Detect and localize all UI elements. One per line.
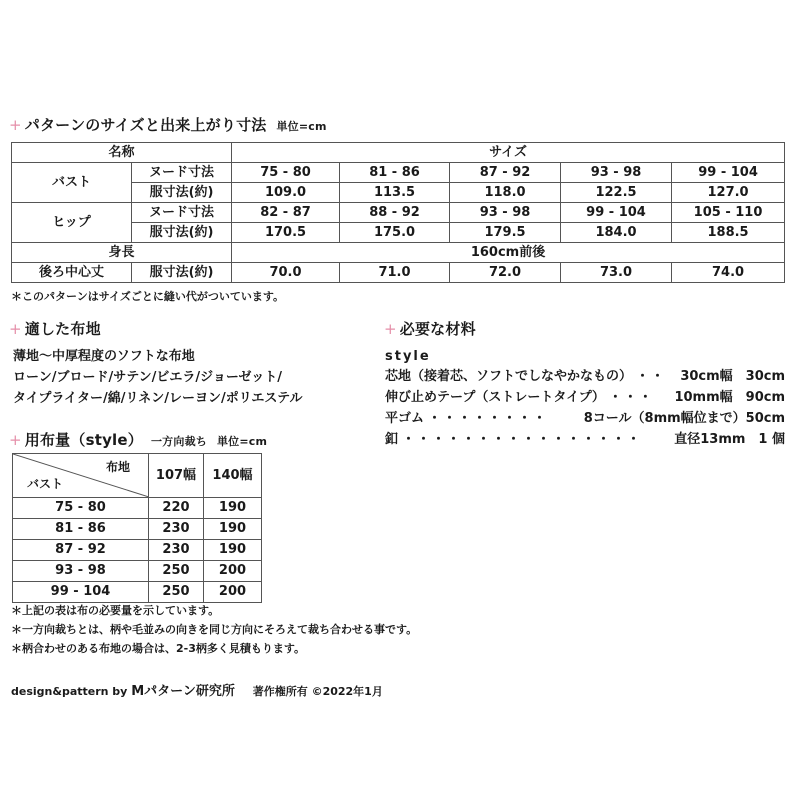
material-dots: ・・・ bbox=[608, 390, 654, 405]
material-item bbox=[385, 388, 785, 409]
plus-icon: + bbox=[9, 116, 22, 134]
size-section-title: + パターンのサイズと出来上がり寸法 単位=cm bbox=[9, 116, 327, 134]
size-note: ＊このパターンはサイズごとに縫い代がついています。 bbox=[11, 290, 285, 303]
row-107: 250 bbox=[149, 582, 204, 603]
bust-garment-label: 服寸法(約) bbox=[132, 183, 232, 203]
back-length-cell: 72.0 bbox=[450, 263, 561, 283]
row-size: 87 - 92 bbox=[13, 540, 149, 561]
table-row bbox=[13, 498, 262, 519]
hip-garment-cell: 175.0 bbox=[340, 223, 450, 243]
hip-garment-cell: 184.0 bbox=[561, 223, 672, 243]
row-107: 250 bbox=[149, 561, 204, 582]
hip-garment-cell: 188.5 bbox=[672, 223, 785, 243]
height-value: 160cm前後 bbox=[232, 243, 785, 263]
material-dots: ・・・・・・・・・・・・・・・・ bbox=[402, 432, 643, 447]
material-name: 伸び止めテープ（ストレートタイプ） bbox=[385, 390, 605, 405]
bust-garment-cell: 118.0 bbox=[450, 183, 561, 203]
plus-icon: + bbox=[9, 320, 22, 338]
header-name: 名称 bbox=[12, 143, 232, 163]
row-107: 230 bbox=[149, 540, 204, 561]
row-size: 75 - 80 bbox=[13, 498, 149, 519]
plus-icon: + bbox=[9, 431, 22, 449]
row-size: 99 - 104 bbox=[13, 582, 149, 603]
bust-nude-cell: 93 - 98 bbox=[561, 163, 672, 183]
row-140: 200 bbox=[204, 561, 262, 582]
table-row bbox=[13, 519, 262, 540]
material-item bbox=[385, 367, 785, 388]
table-row bbox=[13, 540, 262, 561]
corner-fabric-label: 布地 bbox=[105, 460, 130, 474]
bust-garment-cell: 127.0 bbox=[672, 183, 785, 203]
material-item bbox=[385, 430, 785, 451]
back-length-cell: 71.0 bbox=[340, 263, 450, 283]
bust-garment-cell: 109.0 bbox=[232, 183, 340, 203]
fabric-section-title: + 適した布地 bbox=[9, 320, 101, 338]
yardage-note: ＊上記の表は布の必要量を示しています。 bbox=[11, 604, 220, 617]
hip-garment-label: 服寸法(約) bbox=[132, 223, 232, 243]
row-140: 190 bbox=[204, 498, 262, 519]
column-header-140: 140幅 bbox=[204, 454, 262, 498]
back-length-cell: 73.0 bbox=[561, 263, 672, 283]
footer-brand: Mパターン研究所 bbox=[131, 684, 235, 699]
table-row bbox=[13, 582, 262, 603]
back-length-label: 後ろ中心丈 bbox=[12, 263, 132, 283]
footer-credit: design&pattern by bbox=[11, 685, 128, 698]
back-length-cell: 70.0 bbox=[232, 263, 340, 283]
back-length-cell: 74.0 bbox=[672, 263, 785, 283]
hip-nude-cell: 93 - 98 bbox=[450, 203, 561, 223]
fabric-line: ローン/ブロード/サテン/ビエラ/ジョーゼット/ bbox=[13, 370, 283, 385]
material-item bbox=[385, 409, 785, 430]
header-size: サイズ bbox=[232, 143, 785, 163]
plus-icon: + bbox=[384, 320, 397, 338]
materials-list bbox=[385, 367, 785, 451]
bust-garment-cell: 122.5 bbox=[561, 183, 672, 203]
bust-nude-cell: 75 - 80 bbox=[232, 163, 340, 183]
yardage-table bbox=[12, 453, 262, 603]
size-table bbox=[11, 142, 785, 283]
yardage-section-title: + 用布量（style） 一方向裁ち 単位=cm bbox=[9, 431, 268, 449]
bust-nude-cell: 87 - 92 bbox=[450, 163, 561, 183]
material-dots: ・・ bbox=[636, 369, 667, 384]
corner-bust-label: バスト bbox=[27, 477, 64, 491]
row-140: 190 bbox=[204, 519, 262, 540]
row-140: 190 bbox=[204, 540, 262, 561]
material-spec: 8コール（8mm幅位まで）50cm bbox=[583, 411, 785, 426]
back-length-garment-label: 服寸法(約) bbox=[132, 263, 232, 283]
hip-nude-cell: 105 - 110 bbox=[672, 203, 785, 223]
bust-label: バスト bbox=[12, 163, 132, 203]
fabric-list bbox=[13, 346, 303, 409]
bust-garment-cell: 113.5 bbox=[340, 183, 450, 203]
height-label: 身長 bbox=[12, 243, 232, 263]
hip-garment-cell: 179.5 bbox=[450, 223, 561, 243]
row-140: 200 bbox=[204, 582, 262, 603]
material-spec: 直径13mm 1 個 bbox=[674, 432, 785, 447]
column-header-107: 107幅 bbox=[149, 454, 204, 498]
material-dots: ・・・・・・・・ bbox=[428, 411, 549, 426]
material-spec: 10mm幅 90cm bbox=[674, 390, 785, 405]
hip-nude-cell: 88 - 92 bbox=[340, 203, 450, 223]
bust-nude-cell: 81 - 86 bbox=[340, 163, 450, 183]
size-unit: 単位=cm bbox=[276, 120, 327, 133]
bust-nude-cell: 99 - 104 bbox=[672, 163, 785, 183]
footer bbox=[11, 680, 383, 699]
material-name: 釦 bbox=[385, 432, 399, 447]
footer-copyright: 著作権所有 ©2022年1月 bbox=[252, 685, 383, 698]
fabric-line: 薄地～中厚程度のソフトな布地 bbox=[13, 349, 195, 364]
yardage-corner-cell bbox=[13, 454, 149, 498]
yardage-note: ＊柄合わせのある布地の場合は、2-3柄多く見積もります。 bbox=[11, 642, 305, 655]
material-name: 芯地（接着芯、ソフトでしなやかなもの） bbox=[385, 369, 633, 384]
yardage-notes bbox=[11, 603, 417, 660]
yardage-unit: 単位=cm bbox=[216, 435, 268, 448]
hip-nude-cell: 82 - 87 bbox=[232, 203, 340, 223]
hip-nude-cell: 99 - 104 bbox=[561, 203, 672, 223]
materials-style-label: style bbox=[385, 349, 431, 364]
table-row bbox=[13, 561, 262, 582]
row-107: 220 bbox=[149, 498, 204, 519]
material-spec: 30cm幅 30cm bbox=[680, 369, 785, 384]
yardage-cut-type: 一方向裁ち bbox=[150, 435, 207, 448]
row-107: 230 bbox=[149, 519, 204, 540]
materials-section-title: + 必要な材料 bbox=[384, 320, 476, 338]
hip-label: ヒップ bbox=[12, 203, 132, 243]
row-size: 81 - 86 bbox=[13, 519, 149, 540]
hip-garment-cell: 170.5 bbox=[232, 223, 340, 243]
hip-nude-label: ヌード寸法 bbox=[132, 203, 232, 223]
fabric-line: タイプライター/綿/リネン/レーヨン/ポリエステル bbox=[13, 391, 303, 406]
material-name: 平ゴム bbox=[385, 411, 425, 426]
bust-nude-label: ヌード寸法 bbox=[132, 163, 232, 183]
yardage-note: ＊一方向裁ちとは、柄や毛並みの向きを同じ方向にそろえて裁ち合わせる事です。 bbox=[11, 623, 418, 636]
row-size: 93 - 98 bbox=[13, 561, 149, 582]
